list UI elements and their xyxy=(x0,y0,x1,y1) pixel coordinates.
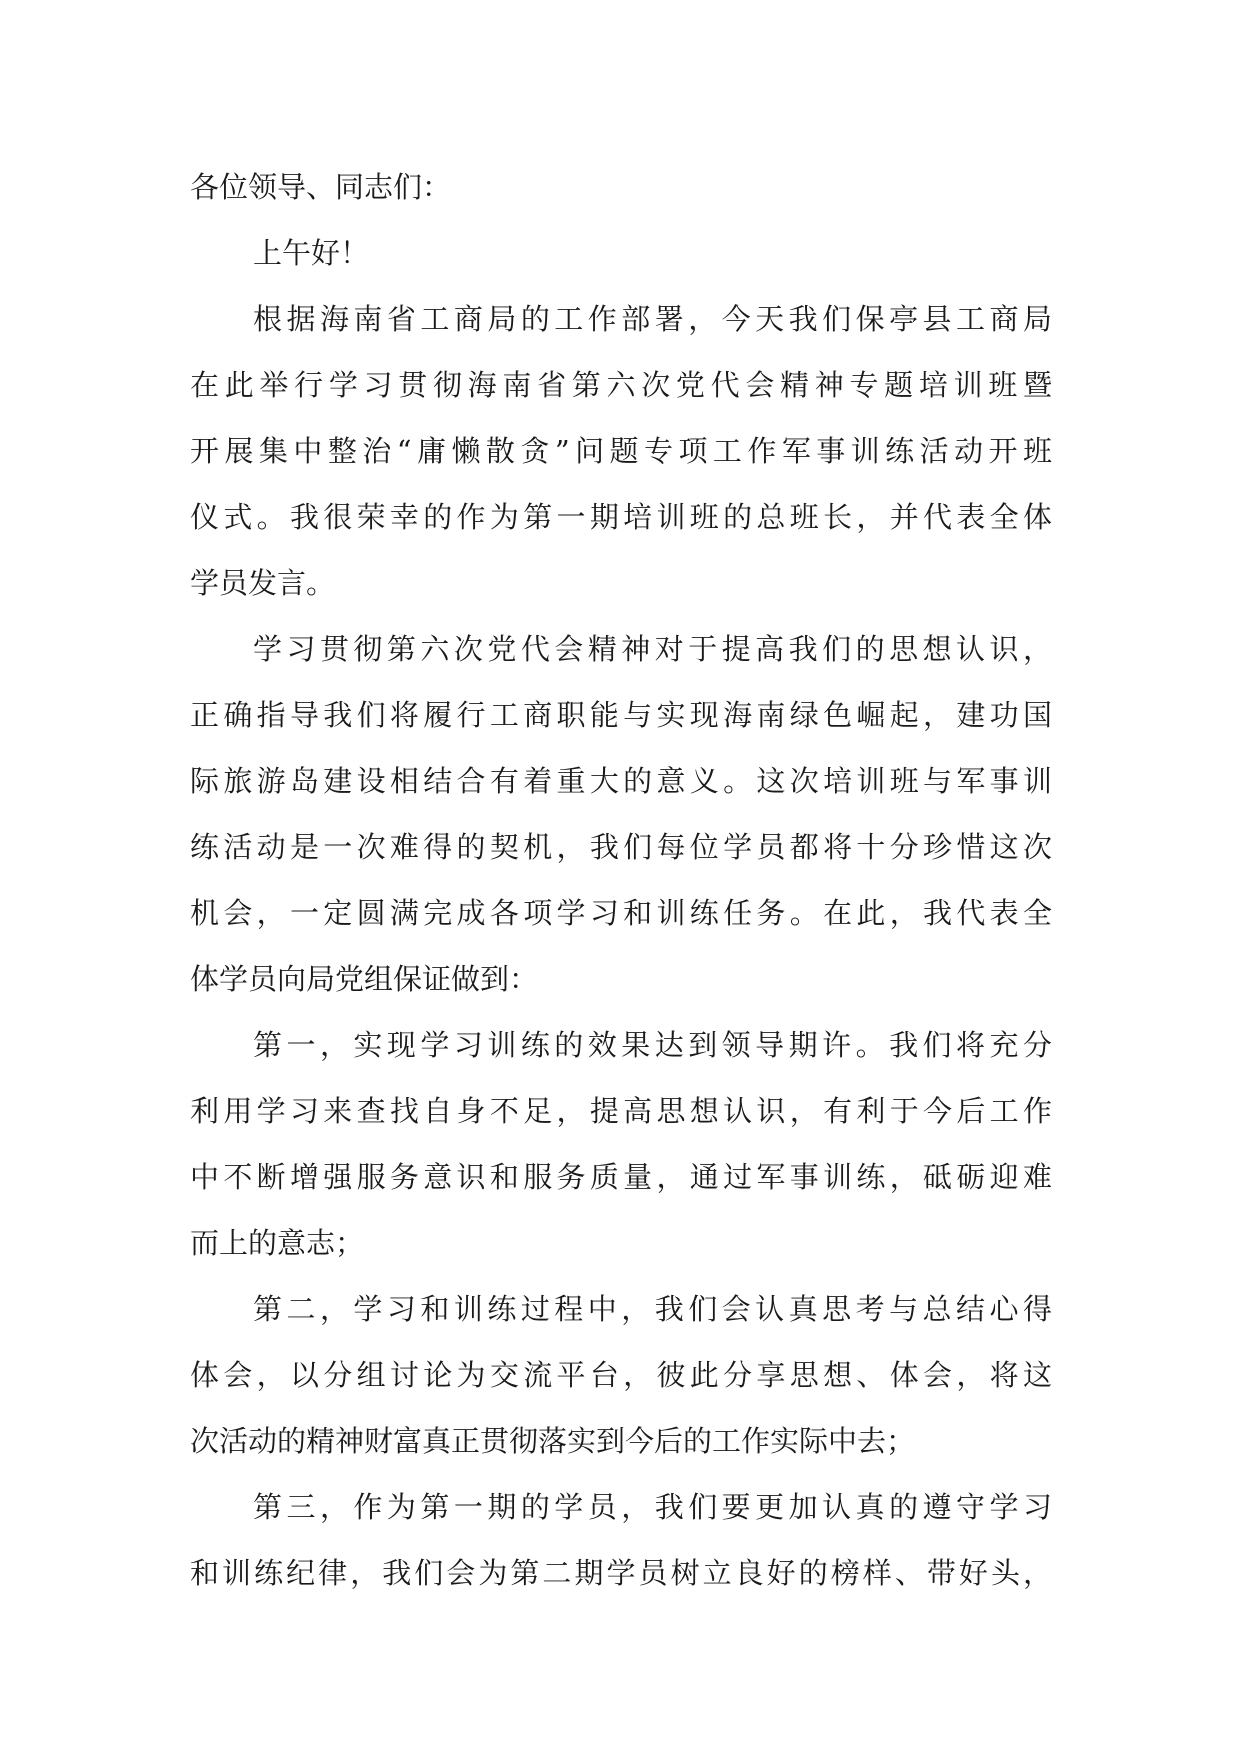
salutation-line: 各位领导、同志们： xyxy=(190,170,452,204)
paragraph-1-line: 仪式。我很荣幸的作为第一期培训班的总班长，并代表全体 xyxy=(190,500,1052,534)
paragraph-2-line: 正确指导我们将履行工商职能与实现海南绿色崛起，建功国 xyxy=(190,698,1052,732)
paragraph-4-line: 次活动的精神财富真正贯彻落实到今后的工作实际中去； xyxy=(190,1424,916,1458)
paragraph-1-line: 开展集中整治“庸懒散贪”问题专项工作军事训练活动开班 xyxy=(190,434,1052,468)
paragraph-3-line: 而上的意志； xyxy=(190,1226,365,1260)
paragraph-2-line: 练活动是一次难得的契机，我们每位学员都将十分珍惜这次 xyxy=(190,830,1052,864)
paragraph-3-line: 第一，实现学习训练的效果达到领导期许。我们将充分 xyxy=(253,1028,1052,1062)
paragraph-2-line: 学习贯彻第六次党代会精神对于提高我们的思想认识， xyxy=(253,632,1052,666)
paragraph-4-line: 第二，学习和训练过程中，我们会认真思考与总结心得 xyxy=(253,1292,1052,1326)
paragraph-3-line: 中不断增强服务意识和服务质量，通过军事训练，砥砺迎难 xyxy=(190,1160,1052,1194)
paragraph-5-line: 和训练纪律，我们会为第二期学员树立良好的榜样、带好头， xyxy=(190,1556,1052,1590)
paragraph-1-line: 在此举行学习贯彻海南省第六次党代会精神专题培训班暨 xyxy=(190,368,1052,402)
paragraph-3-line: 利用学习来查找自身不足，提高思想认识，有利于今后工作 xyxy=(190,1094,1052,1128)
paragraph-2-line: 际旅游岛建设相结合有着重大的意义。这次培训班与军事训 xyxy=(190,764,1052,798)
paragraph-1-line: 学员发言。 xyxy=(190,566,336,600)
paragraph-5-line: 第三，作为第一期的学员，我们要更加认真的遵守学习 xyxy=(253,1490,1052,1524)
document-body xyxy=(190,154,1052,1606)
paragraph-4-line: 体会，以分组讨论为交流平台，彼此分享思想、体会，将这 xyxy=(190,1358,1052,1392)
greeting-line: 上午好！ xyxy=(253,236,370,270)
paragraph-2-line: 体学员向局党组保证做到： xyxy=(190,962,539,996)
paragraph-2-line: 机会，一定圆满完成各项学习和训练任务。在此，我代表全 xyxy=(190,896,1052,930)
paragraph-1-line: 根据海南省工商局的工作部署，今天我们保亭县工商局 xyxy=(253,302,1052,336)
